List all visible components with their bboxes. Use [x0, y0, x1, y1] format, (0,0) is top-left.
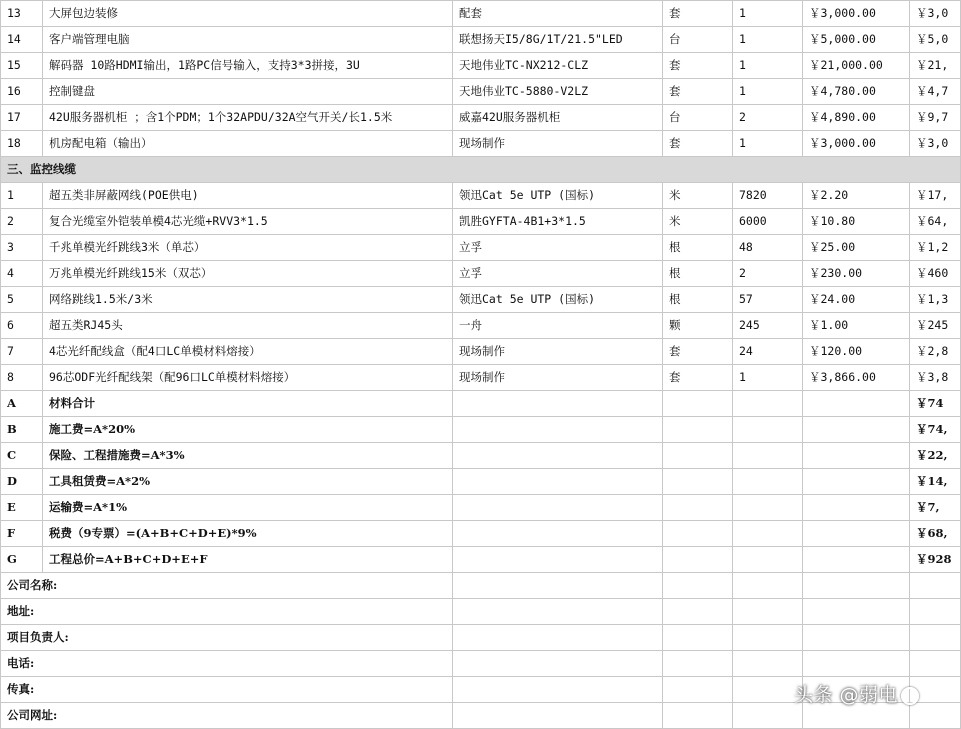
cell-model[interactable]: 天地伟业TC-5880-V2LZ — [453, 79, 663, 105]
cell-qty[interactable]: 6000 — [733, 209, 803, 235]
empty-cell[interactable] — [663, 703, 733, 729]
cell-name[interactable]: 网络跳线1.5米/3米 — [43, 287, 453, 313]
empty-cell[interactable] — [733, 495, 803, 521]
cell-total[interactable]: ￥9,7 — [910, 105, 961, 131]
empty-cell[interactable] — [910, 651, 961, 677]
cell-unit[interactable]: 台 — [663, 27, 733, 53]
summary-code[interactable]: G — [1, 547, 43, 573]
cell-price[interactable]: ￥25.00 — [803, 235, 910, 261]
cell-total[interactable]: ￥64, — [910, 209, 961, 235]
summary-label[interactable]: 施工费=A*20% — [43, 417, 453, 443]
empty-cell[interactable] — [453, 443, 663, 469]
summary-code[interactable]: F — [1, 521, 43, 547]
cell-no[interactable]: 8 — [1, 365, 43, 391]
empty-cell[interactable] — [453, 677, 663, 703]
cell-name[interactable]: 超五类RJ45头 — [43, 313, 453, 339]
cell-unit[interactable]: 套 — [663, 131, 733, 157]
empty-cell[interactable] — [803, 651, 910, 677]
cell-model[interactable]: 立孚 — [453, 235, 663, 261]
empty-cell[interactable] — [453, 651, 663, 677]
cell-no[interactable]: 16 — [1, 79, 43, 105]
cell-unit[interactable]: 根 — [663, 235, 733, 261]
empty-cell[interactable] — [733, 391, 803, 417]
cell-qty[interactable]: 7820 — [733, 183, 803, 209]
cell-no[interactable]: 15 — [1, 53, 43, 79]
cell-total[interactable]: ￥3,8 — [910, 365, 961, 391]
cell-name[interactable]: 控制键盘 — [43, 79, 453, 105]
summary-row — [1, 547, 961, 573]
cell-no[interactable]: 2 — [1, 209, 43, 235]
website-label[interactable]: 公司网址: — [1, 703, 453, 729]
summary-label[interactable]: 运输费=A*1% — [43, 495, 453, 521]
cell-name[interactable]: 复合光缆室外铠装单模4芯光缆+RVV3*1.5 — [43, 209, 453, 235]
empty-cell[interactable] — [733, 417, 803, 443]
cell-qty[interactable]: 2 — [733, 105, 803, 131]
cell-total[interactable]: ￥3,0 — [910, 1, 961, 27]
summary-label[interactable]: 工具租赁费=A*2% — [43, 469, 453, 495]
empty-cell[interactable] — [453, 521, 663, 547]
project-lead-label[interactable]: 项目负责人: — [1, 625, 453, 651]
cell-no[interactable]: 13 — [1, 1, 43, 27]
cell-name[interactable]: 客户端管理电脑 — [43, 27, 453, 53]
summary-label[interactable]: 材料合计 — [43, 391, 453, 417]
info-row — [1, 599, 961, 625]
summary-code[interactable]: B — [1, 417, 43, 443]
summary-row — [1, 521, 961, 547]
cell-total[interactable]: ￥17, — [910, 183, 961, 209]
empty-cell[interactable] — [453, 391, 663, 417]
table-row — [1, 313, 961, 339]
cell-no[interactable]: 4 — [1, 261, 43, 287]
cell-unit[interactable]: 米 — [663, 209, 733, 235]
table-row — [1, 131, 961, 157]
cell-name[interactable]: 解码器 10路HDMI输出，1路PC信号输入，支持3*3拼接，3U — [43, 53, 453, 79]
summary-label[interactable]: 保险、工程措施费=A*3% — [43, 443, 453, 469]
cell-price[interactable]: ￥21,000.00 — [803, 53, 910, 79]
cell-name[interactable]: 万兆单模光纤跳线15米（双芯） — [43, 261, 453, 287]
cell-price[interactable]: ￥4,780.00 — [803, 79, 910, 105]
cell-unit[interactable]: 台 — [663, 105, 733, 131]
cell-name[interactable]: 96芯ODF光纤配线架（配96口LC单模材料熔接） — [43, 365, 453, 391]
cell-qty[interactable]: 24 — [733, 339, 803, 365]
summary-code[interactable]: C — [1, 443, 43, 469]
company-name-label[interactable]: 公司名称: — [1, 573, 453, 599]
table-row — [1, 261, 961, 287]
empty-cell[interactable] — [663, 573, 733, 599]
empty-cell[interactable] — [663, 417, 733, 443]
cell-total[interactable]: ￥5,0 — [910, 27, 961, 53]
cell-price[interactable]: ￥10.80 — [803, 209, 910, 235]
cell-model[interactable]: 领迅Cat 5e UTP (国标) — [453, 287, 663, 313]
cell-total[interactable]: ￥4,7 — [910, 79, 961, 105]
empty-cell[interactable] — [663, 547, 733, 573]
cell-qty[interactable]: 1 — [733, 79, 803, 105]
empty-cell[interactable] — [733, 599, 803, 625]
summary-total[interactable]: ￥68, — [910, 521, 961, 547]
camera-icon — [901, 687, 919, 705]
cell-total[interactable]: ￥21, — [910, 53, 961, 79]
cell-name[interactable]: 4芯光纤配线盒（配4口LC单模材料熔接） — [43, 339, 453, 365]
summary-total[interactable]: ￥14, — [910, 469, 961, 495]
cell-unit[interactable]: 根 — [663, 287, 733, 313]
empty-cell[interactable] — [803, 625, 910, 651]
table-row — [1, 365, 961, 391]
cell-model[interactable]: 现场制作 — [453, 131, 663, 157]
table-row — [1, 235, 961, 261]
summary-row — [1, 495, 961, 521]
cell-price[interactable]: ￥3,000.00 — [803, 1, 910, 27]
empty-cell[interactable] — [803, 391, 910, 417]
cell-no[interactable]: 14 — [1, 27, 43, 53]
table-row — [1, 1, 961, 27]
empty-cell[interactable] — [453, 573, 663, 599]
cell-total[interactable]: ￥245 — [910, 313, 961, 339]
cell-model[interactable]: 现场制作 — [453, 339, 663, 365]
cell-qty[interactable]: 1 — [733, 1, 803, 27]
cell-price[interactable]: ￥3,866.00 — [803, 365, 910, 391]
cell-price[interactable]: ￥1.00 — [803, 313, 910, 339]
summary-label[interactable]: 税费（9专票）=(A+B+C+D+E)*9% — [43, 521, 453, 547]
summary-total[interactable]: ￥74 — [910, 391, 961, 417]
cell-model[interactable]: 联想扬天I5/8G/1T/21.5"LED — [453, 27, 663, 53]
cell-unit[interactable]: 套 — [663, 53, 733, 79]
summary-total[interactable]: ￥74, — [910, 417, 961, 443]
empty-cell[interactable] — [803, 417, 910, 443]
cell-no[interactable]: 17 — [1, 105, 43, 131]
summary-row — [1, 391, 961, 417]
empty-cell[interactable] — [453, 469, 663, 495]
empty-cell[interactable] — [663, 443, 733, 469]
summary-code[interactable]: A — [1, 391, 43, 417]
table-row — [1, 27, 961, 53]
empty-cell[interactable] — [803, 521, 910, 547]
cell-price[interactable]: ￥24.00 — [803, 287, 910, 313]
info-row — [1, 573, 961, 599]
cell-no[interactable]: 1 — [1, 183, 43, 209]
watermark — [794, 680, 919, 707]
empty-cell[interactable] — [663, 651, 733, 677]
empty-cell[interactable] — [733, 547, 803, 573]
summary-row — [1, 417, 961, 443]
cell-model[interactable]: 威嘉42U服务器机柜 — [453, 105, 663, 131]
empty-cell[interactable] — [453, 495, 663, 521]
summary-label[interactable]: 工程总价=A+B+C+D+E+F — [43, 547, 453, 573]
cell-name[interactable]: 42U服务器机柜 ；含1个PDM；1个32APDU/32A空气开关/长1.5米 — [43, 105, 453, 131]
cell-model[interactable]: 天地伟业TC-NX212-CLZ — [453, 53, 663, 79]
cell-name[interactable]: 超五类非屏蔽网线(POE供电) — [43, 183, 453, 209]
cell-unit[interactable]: 米 — [663, 183, 733, 209]
empty-cell[interactable] — [733, 443, 803, 469]
table-row — [1, 287, 961, 313]
empty-cell[interactable] — [663, 625, 733, 651]
summary-total[interactable]: ￥22, — [910, 443, 961, 469]
cell-qty[interactable]: 57 — [733, 287, 803, 313]
empty-cell[interactable] — [453, 417, 663, 443]
cell-total[interactable]: ￥3,0 — [910, 131, 961, 157]
cell-price[interactable]: ￥2.20 — [803, 183, 910, 209]
table-row — [1, 105, 961, 131]
cell-unit[interactable]: 套 — [663, 339, 733, 365]
cell-qty[interactable]: 1 — [733, 27, 803, 53]
section-header-row — [1, 157, 961, 183]
empty-cell[interactable] — [663, 599, 733, 625]
watermark-text: 头条 @弱电 — [793, 684, 898, 706]
cell-total[interactable]: ￥1,2 — [910, 235, 961, 261]
info-row — [1, 625, 961, 651]
empty-cell[interactable] — [733, 573, 803, 599]
info-row — [1, 651, 961, 677]
cell-qty[interactable]: 1 — [733, 365, 803, 391]
cell-qty[interactable]: 1 — [733, 53, 803, 79]
cell-price[interactable]: ￥5,000.00 — [803, 27, 910, 53]
cell-total[interactable]: ￥460 — [910, 261, 961, 287]
cell-price[interactable]: ￥4,890.00 — [803, 105, 910, 131]
table-row — [1, 209, 961, 235]
empty-cell[interactable] — [733, 521, 803, 547]
cell-model[interactable]: 现场制作 — [453, 365, 663, 391]
cell-model[interactable]: 领迅Cat 5e UTP (国标) — [453, 183, 663, 209]
summary-total[interactable]: ￥928 — [910, 547, 961, 573]
summary-code[interactable]: E — [1, 495, 43, 521]
cell-unit[interactable]: 根 — [663, 261, 733, 287]
cell-price[interactable]: ￥120.00 — [803, 339, 910, 365]
cell-name[interactable]: 大屏包边装修 — [43, 1, 453, 27]
cell-unit[interactable]: 套 — [663, 79, 733, 105]
empty-cell[interactable] — [803, 495, 910, 521]
cell-model[interactable]: 立孚 — [453, 261, 663, 287]
summary-total[interactable]: ￥7, — [910, 495, 961, 521]
cell-total[interactable]: ￥1,3 — [910, 287, 961, 313]
table-row — [1, 79, 961, 105]
cell-price[interactable]: ￥3,000.00 — [803, 131, 910, 157]
summary-code[interactable]: D — [1, 469, 43, 495]
cell-model[interactable]: 配套 — [453, 1, 663, 27]
empty-cell[interactable] — [453, 625, 663, 651]
cell-qty[interactable]: 245 — [733, 313, 803, 339]
empty-cell[interactable] — [733, 677, 803, 703]
cell-unit[interactable]: 套 — [663, 1, 733, 27]
empty-cell[interactable] — [733, 703, 803, 729]
empty-cell[interactable] — [910, 599, 961, 625]
cell-price[interactable]: ￥230.00 — [803, 261, 910, 287]
cell-qty[interactable]: 2 — [733, 261, 803, 287]
empty-cell[interactable] — [453, 547, 663, 573]
empty-cell[interactable] — [803, 573, 910, 599]
cell-model[interactable]: 一舟 — [453, 313, 663, 339]
empty-cell[interactable] — [663, 495, 733, 521]
fax-label[interactable]: 传真: — [1, 677, 453, 703]
empty-cell[interactable] — [663, 521, 733, 547]
empty-cell[interactable] — [910, 625, 961, 651]
cell-unit[interactable]: 颗 — [663, 313, 733, 339]
section-title[interactable]: 三、监控线缆 — [1, 157, 961, 183]
address-label[interactable]: 地址: — [1, 599, 453, 625]
empty-cell[interactable] — [803, 469, 910, 495]
cell-qty[interactable]: 1 — [733, 131, 803, 157]
cell-name[interactable]: 机房配电箱（输出） — [43, 131, 453, 157]
cell-no[interactable]: 3 — [1, 235, 43, 261]
empty-cell[interactable] — [453, 703, 663, 729]
cell-model[interactable]: 凯胜GYFTA-4B1+3*1.5 — [453, 209, 663, 235]
table-row — [1, 53, 961, 79]
table-row — [1, 183, 961, 209]
cell-no[interactable]: 5 — [1, 287, 43, 313]
empty-cell[interactable] — [733, 469, 803, 495]
cell-total[interactable]: ￥2,8 — [910, 339, 961, 365]
cell-unit[interactable]: 套 — [663, 365, 733, 391]
phone-label[interactable]: 电话: — [1, 651, 453, 677]
cell-no[interactable]: 18 — [1, 131, 43, 157]
empty-cell[interactable] — [803, 599, 910, 625]
empty-cell[interactable] — [663, 677, 733, 703]
cell-no[interactable]: 7 — [1, 339, 43, 365]
empty-cell[interactable] — [663, 469, 733, 495]
cell-name[interactable]: 千兆单模光纤跳线3米（单芯） — [43, 235, 453, 261]
empty-cell[interactable] — [453, 599, 663, 625]
empty-cell[interactable] — [663, 391, 733, 417]
empty-cell[interactable] — [803, 547, 910, 573]
empty-cell[interactable] — [733, 625, 803, 651]
summary-row — [1, 443, 961, 469]
empty-cell[interactable] — [733, 651, 803, 677]
table-row — [1, 339, 961, 365]
empty-cell[interactable] — [803, 443, 910, 469]
summary-row — [1, 469, 961, 495]
empty-cell[interactable] — [910, 573, 961, 599]
cell-no[interactable]: 6 — [1, 313, 43, 339]
cell-qty[interactable]: 48 — [733, 235, 803, 261]
